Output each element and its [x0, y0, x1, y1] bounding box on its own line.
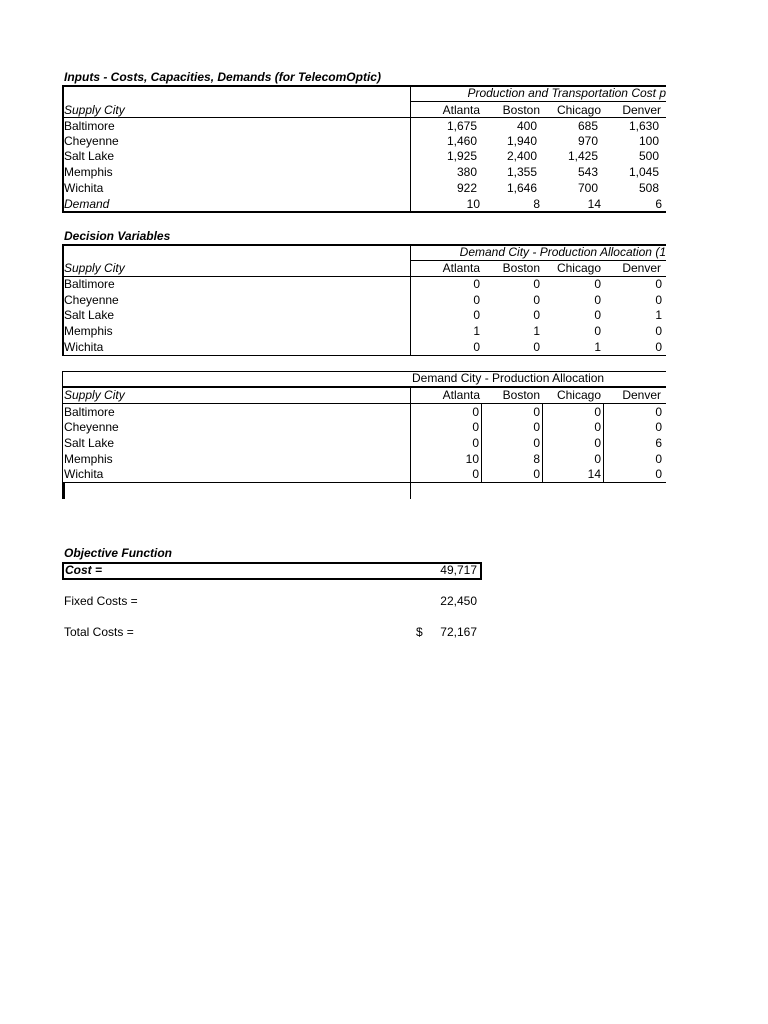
inputs-col-chicago: Chicago — [556, 103, 601, 117]
inputs-group-header: Production and Transportation Cost p — [467, 86, 666, 100]
decision-cell[interactable]: 1 — [594, 340, 601, 354]
inputs-cell: 1,355 — [506, 165, 537, 179]
allocation-group-header: Demand City - Production Allocation — [412, 371, 605, 385]
decision-cell[interactable]: 0 — [594, 308, 601, 322]
inputs-cell: 380 — [456, 165, 477, 179]
allocation-col-chicago: Chicago — [556, 388, 601, 402]
decision-cell[interactable]: 0 — [655, 277, 662, 291]
decision-cell[interactable]: 0 — [655, 324, 662, 338]
decision-cell[interactable]: 0 — [655, 293, 662, 307]
decision-divider — [410, 245, 411, 355]
decision-supply-city-label: Supply City — [64, 261, 125, 275]
allocation-cell: 0 — [472, 436, 479, 450]
allocation-cell: 0 — [533, 467, 540, 481]
inputs-demand-cell: 10 — [466, 197, 480, 211]
allocation-cell: 0 — [533, 420, 540, 434]
inputs-cell: 543 — [577, 165, 598, 179]
allocation-bottom-border — [63, 482, 666, 483]
inputs-cell: 1,045 — [628, 165, 659, 179]
allocation-cell: 0 — [594, 420, 601, 434]
allocation-cell: 10 — [465, 452, 479, 466]
inputs-cell: 500 — [638, 149, 659, 163]
decision-col-denver: Denver — [622, 261, 661, 275]
inputs-row-city: Baltimore — [64, 119, 115, 133]
inputs-demand-label: Demand — [64, 197, 110, 211]
inputs-cell: 970 — [577, 134, 598, 148]
inputs-cell: 1,630 — [628, 119, 659, 133]
inputs-demand-cell: 6 — [655, 197, 662, 211]
inputs-cell: 100 — [638, 134, 659, 148]
inputs-row-city: Cheyenne — [64, 134, 119, 148]
inputs-divider — [410, 86, 411, 212]
allocation-col-boston: Boston — [502, 388, 540, 402]
total-costs-label: Total Costs = — [64, 625, 134, 639]
inputs-cell: 2,400 — [506, 149, 537, 163]
cost-label: Cost = — [65, 563, 103, 577]
allocation-cell: 8 — [533, 452, 540, 466]
inputs-cell: 922 — [456, 181, 477, 195]
allocation-cell: 0 — [472, 420, 479, 434]
inputs-col-atlanta: Atlanta — [442, 103, 480, 117]
decision-cell[interactable]: 0 — [473, 277, 480, 291]
total-costs-currency: $ — [416, 625, 423, 639]
decision-cell[interactable]: 0 — [473, 293, 480, 307]
inputs-demand-cell: 8 — [533, 197, 540, 211]
inputs-cell: 1,425 — [567, 149, 598, 163]
inputs-col-boston: Boston — [502, 103, 540, 117]
decision-col-chicago: Chicago — [556, 261, 601, 275]
allocation-col-denver: Denver — [622, 388, 661, 402]
allocation-cell: 0 — [655, 452, 662, 466]
decision-row-city: Baltimore — [64, 277, 115, 291]
total-costs-value: 72,167 — [440, 625, 477, 639]
inputs-cell: 700 — [577, 181, 598, 195]
allocation-left-border — [62, 371, 63, 499]
inputs-col-denver: Denver — [622, 103, 661, 117]
inputs-demand-cell: 14 — [587, 197, 601, 211]
cost-value: 49,717 — [440, 563, 477, 577]
allocation-cell: 0 — [655, 405, 662, 419]
allocation-header-underline — [63, 403, 666, 404]
decision-row-city: Wichita — [64, 340, 104, 354]
decision-group-header: Demand City - Production Allocation (1 — [459, 245, 666, 259]
inputs-cell: 1,646 — [506, 181, 537, 195]
fixed-costs-value: 22,450 — [440, 594, 477, 608]
inputs-cell: 508 — [638, 181, 659, 195]
allocation-cell: 0 — [594, 405, 601, 419]
inputs-row-city: Salt Lake — [64, 149, 115, 163]
inputs-supply-city-label: Supply City — [64, 103, 125, 117]
decision-cell[interactable]: 0 — [594, 277, 601, 291]
decision-row-city: Cheyenne — [64, 293, 119, 307]
decision-cell[interactable]: 0 — [655, 340, 662, 354]
inputs-cell: 1,675 — [446, 119, 477, 133]
allocation-cell: 0 — [655, 420, 662, 434]
allocation-row-city: Cheyenne — [64, 420, 119, 434]
inputs-cell: 1,940 — [506, 134, 537, 148]
fixed-costs-label: Fixed Costs = — [64, 594, 138, 608]
objective-title: Objective Function — [64, 546, 173, 560]
decision-cell[interactable]: 0 — [533, 308, 540, 322]
decision-cell[interactable]: 0 — [473, 308, 480, 322]
decision-cell[interactable]: 0 — [594, 293, 601, 307]
decision-cell[interactable]: 0 — [594, 324, 601, 338]
allocation-cell: 0 — [472, 467, 479, 481]
inputs-row-city: Wichita — [64, 181, 104, 195]
allocation-cell: 0 — [533, 436, 540, 450]
allocation-cell: 0 — [472, 405, 479, 419]
allocation-cell: 6 — [655, 436, 662, 450]
decision-cell[interactable]: 0 — [533, 340, 540, 354]
allocation-row-city: Baltimore — [64, 405, 115, 419]
decision-cell[interactable]: 1 — [533, 324, 540, 338]
inputs-group-underline — [411, 101, 666, 102]
decision-cell[interactable]: 0 — [473, 340, 480, 354]
allocation-row-city: Memphis — [64, 452, 113, 466]
decision-cell[interactable]: 1 — [473, 324, 480, 338]
decision-cell[interactable]: 0 — [533, 293, 540, 307]
decision-row-city: Salt Lake — [64, 308, 115, 322]
allocation-cell: 0 — [655, 467, 662, 481]
allocation-cell: 0 — [594, 452, 601, 466]
allocation-left-marker — [63, 483, 65, 499]
decision-bottom-border — [63, 355, 666, 356]
decision-title: Decision Variables — [64, 229, 171, 243]
inputs-cell: 1,460 — [446, 134, 477, 148]
decision-col-atlanta: Atlanta — [442, 261, 480, 275]
decision-col-boston: Boston — [502, 261, 540, 275]
allocation-supply-city-label: Supply City — [64, 388, 125, 402]
allocation-cell: 0 — [533, 405, 540, 419]
decision-row-city: Memphis — [64, 324, 113, 338]
allocation-cell: 14 — [587, 467, 601, 481]
inputs-cell: 400 — [516, 119, 537, 133]
inputs-title: Inputs - Costs, Capacities, Demands (for TelecomOptic) — [64, 70, 381, 84]
allocation-row-city: Wichita — [64, 467, 104, 481]
allocation-col-atlanta: Atlanta — [442, 388, 480, 402]
decision-cell[interactable]: 1 — [655, 308, 662, 322]
allocation-row-city: Salt Lake — [64, 436, 115, 450]
inputs-cell: 685 — [577, 119, 598, 133]
inputs-cell: 1,925 — [446, 149, 477, 163]
decision-cell[interactable]: 0 — [533, 277, 540, 291]
inputs-row-city: Memphis — [64, 165, 113, 179]
allocation-cell: 0 — [594, 436, 601, 450]
